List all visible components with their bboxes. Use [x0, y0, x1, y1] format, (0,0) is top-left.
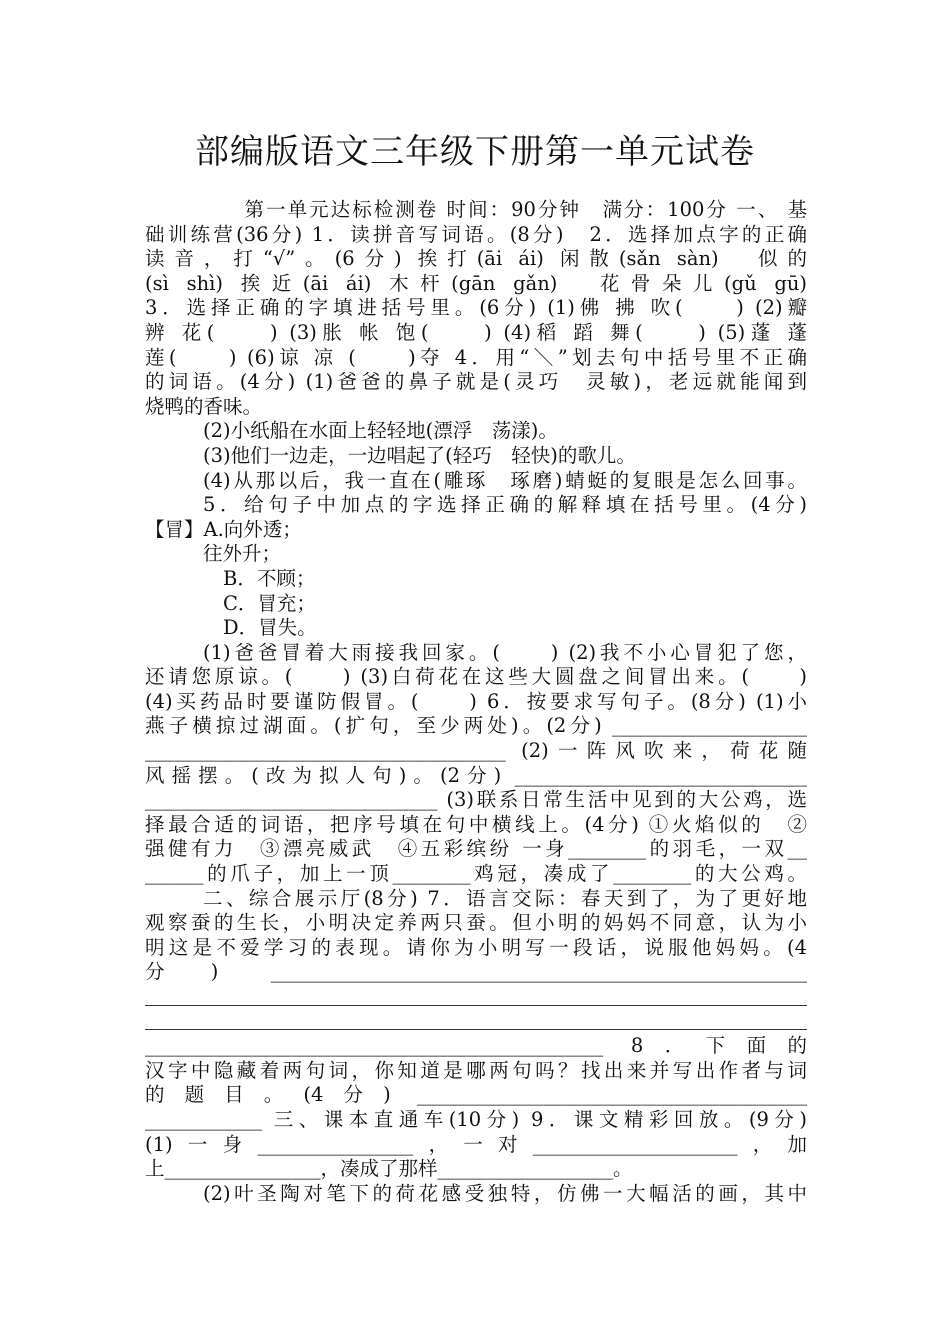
text-line: 汉字中隐藏着两句词，你知道是哪两句吗？找出来并写出作者与词 [145, 1058, 807, 1082]
text-line: (3)他们一边走，一边唱起了(轻巧 轻快)的歌儿。 [203, 443, 636, 467]
text-line: 3．选择正确的字填进括号里。(6分) (1)佛 拂 吹( ) (2)瓣 [145, 296, 807, 320]
text-line: 5．给句子中加点的字选择正确的解释填在括号里。(4分) [203, 493, 807, 517]
text-line: (2)小纸船在水面上轻轻地(漂浮 荡漾)。 [203, 419, 558, 443]
text-line: 观察蚕的生长，小明决定养两只蚕。但小明的妈妈不同意，认为小 [145, 911, 807, 935]
answer-line[interactable] [145, 1010, 807, 1035]
text-line: 的题目。(4分) ________________________________________ [145, 1083, 807, 1107]
text-line: 往外升； [203, 542, 282, 566]
text-line: _____________________________________ (2)一阵风吹来，荷花随 [145, 739, 807, 763]
answer-line[interactable] [145, 985, 807, 1010]
text-line: 二、综合展示厅(8分) 7．语言交际：春天到了，为了更好地 [203, 886, 807, 910]
text-line: 础训练营(36分) 1．读拼音写词语。(8分) 2．选择加点字的正确 [145, 222, 807, 246]
text-line: B．不顾； [223, 566, 316, 590]
text-line: 分) _______________________________________________________ [145, 960, 807, 984]
page-title: 部编版语文三年级下册第一单元试卷 [195, 132, 755, 172]
text-line: 辨 花( ) (3)胀 帐 饱( ) (4)稻 蹈 舞( ) (5)蓬 蓬 [145, 320, 807, 344]
text-line: D．冒失。 [223, 616, 317, 640]
text-line: ______________________________ (3)联系日常生活中见到的大公鸡，选 [145, 788, 807, 812]
text-line: 明这是不爱学习的表现。请你为小明写一段话，说服他妈妈。(4 [145, 935, 807, 959]
text-line: ____________ 三、课本直通车(10分) 9．课文精彩回放。(9分) [145, 1107, 807, 1131]
text-line: 燕子横掠过湖面。(扩句，至少两处)。(2分) ____________________ [145, 714, 807, 738]
text-line: 第一单元达标检测卷 时间：90分钟 满分：100分 一、 基 [223, 198, 807, 221]
text-line: 上________________，凑成了那样__________________。 [145, 1157, 633, 1181]
text-line: (sì shì) 挨近(āi ái) 木杆(gān gǎn) 花骨朵儿(gǔ gū) [145, 271, 807, 295]
text-line: (2)叶圣陶对笔下的荷花感受独特，仿佛一大幅活的画，其中 [203, 1181, 807, 1205]
text-line: (4)从那以后，我一直在(雕琢 琢磨)蜻蜓的复眼是怎么回事。 [203, 468, 807, 492]
text-line: 择最合适的词语，把序号填在句中横线上。(4分) ①火焰似的 ② [145, 812, 807, 836]
text-line: (1)爸爸冒着大雨接我回家。( ) (2)我不小心冒犯了您， [203, 640, 807, 664]
text-line: 【冒】A.向外透； [145, 517, 302, 541]
text-line: 烧鸭的香味。 [145, 394, 263, 418]
text-line: _______________________________________________ 8．下面的 [145, 1034, 807, 1058]
text-line: (4)买药品时要谨防假冒。( ) 6．按要求写句子。(8分) (1)小 [145, 689, 807, 713]
text-line: 的词语。(4分) (1)爸爸的鼻子就是(灵巧 灵敏)，老远就能闻到 [145, 370, 807, 394]
text-line: (1)一身________________，一对_____________________，加 [145, 1132, 807, 1156]
text-line: 还请您原谅。( ) (3)白荷花在这些大圆盘之间冒出来。( ) [145, 665, 807, 689]
text-line: C．冒充； [223, 591, 316, 615]
text-line: 莲( ) (6)谅 凉 ( )夺 4．用“＼”划去句中括号里不正确 [145, 345, 807, 369]
text-line: 风摇摆。(改为拟人句)。(2分) ______________________________ [145, 763, 807, 787]
text-line: ______的爪子，加上一顶________鸡冠，凑成了________的大公鸡。 [145, 862, 807, 886]
text-line: 读音，打“√”。(6分) 挨打(āi ái) 闲散(sǎn sàn) 似的 [145, 247, 807, 271]
exam-body [145, 198, 807, 1206]
text-line: 强健有力 ③漂亮威武 ④五彩缤纷 一身________的羽毛，一双__ [145, 837, 807, 861]
